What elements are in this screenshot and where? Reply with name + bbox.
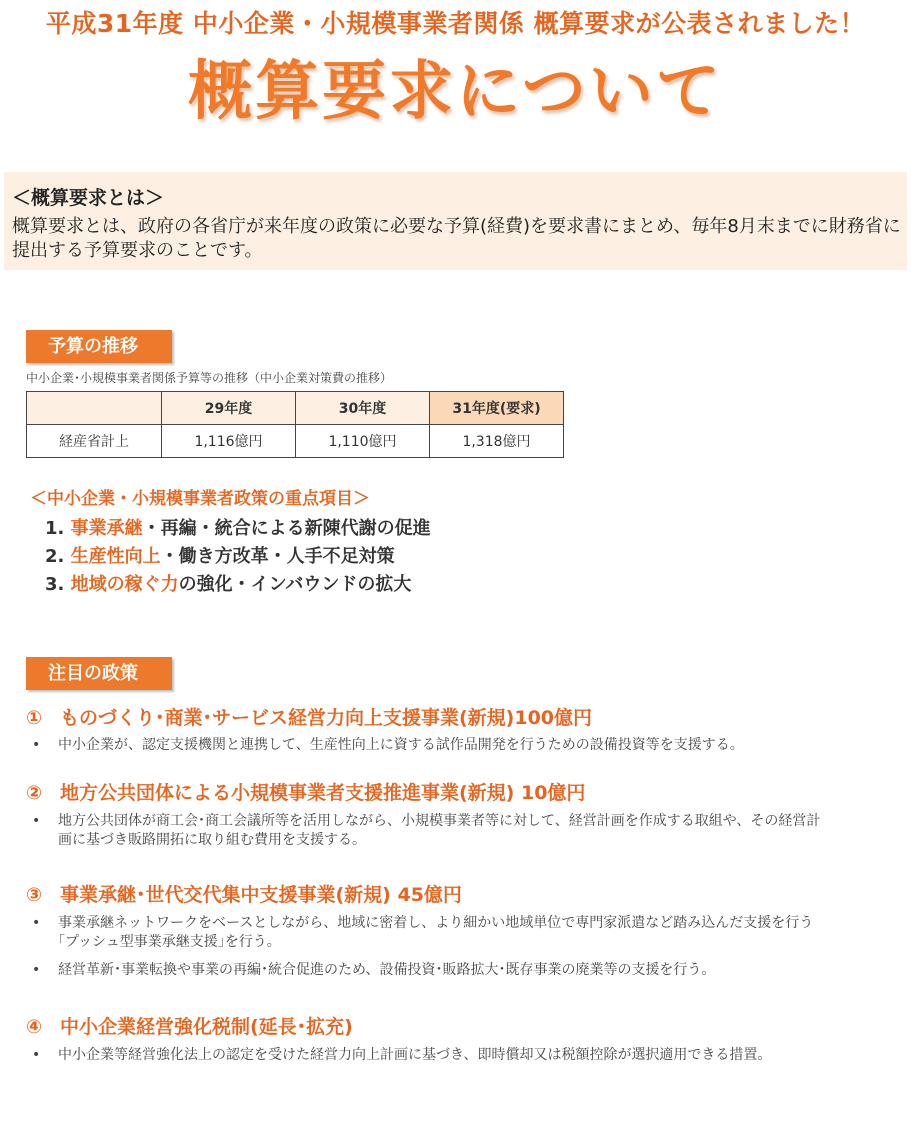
policy-number: ② (26, 782, 43, 804)
bullet-text: 経営革新･事業転換や事業の再編･統合促進のため、設備投資･販路拡大･既存事業の廃業等の支援を行う。 (58, 962, 716, 978)
policies-section-tag: 注目の政策 (26, 657, 172, 690)
priority-heading: ＜中小企業・小規模事業者政策の重点項目＞ (30, 489, 370, 509)
budget-header-empty (27, 392, 162, 425)
priority-item (45, 514, 431, 540)
bullet-text: 事業承継ネットワークをベースとしながら、地域に密着し、より細かい地域単位で専門家派遣など踏み込んだ支援を行う｢プッシュ型事業承継支援｣を行う。 (58, 915, 814, 950)
announcement-title: 平成31年度 中小企業・小規模事業者関係 概算要求が公表されました！ (45, 9, 866, 38)
bullet-text: 中小企業等経営強化法上の認定を受けた経営力向上計画に基づき、即時償却又は税額控除が選択適用できる措置。 (58, 1047, 772, 1063)
bullet-icon: • (32, 962, 41, 978)
policy-title: 中小企業経営強化税制(延長･拡充) (60, 1016, 353, 1038)
bullet-text: 中小企業が、認定支援機関と連携して、生産性向上に資する試作品開発を行うための設備投資等を支援する。 (58, 737, 744, 753)
priority-item (45, 542, 395, 568)
policy-heading (26, 703, 592, 730)
priority-highlight: 事業承継 (70, 518, 143, 539)
budget-header-fy30: 30年度 (296, 392, 430, 425)
bullet-icon: • (32, 1047, 41, 1063)
policy-heading (26, 778, 585, 805)
bullet-icon: • (32, 915, 41, 931)
intro-body: 概算要求とは、政府の各省庁が来年度の政策に必要な予算(経費)を要求書にまとめ、毎年8月末までに財務省に提出する予算要求のことです。 (12, 216, 901, 261)
bullet-text: 地方公共団体が商工会･商工会議所等を活用しながら、小規模事業者等に対して、経営計画を作成する取組や、その経営計画に基づき販路開拓に取り組む費用を支援する。 (58, 813, 821, 848)
budget-header-fy31: 31年度(要求) (430, 392, 564, 425)
priority-text: の強化・インバウンドの拡大 (178, 574, 412, 595)
policy-bullet (32, 812, 832, 850)
policy-title: 地方公共団体による小規模事業者支援推進事業(新規) 10億円 (60, 782, 586, 804)
policy-heading (26, 1012, 353, 1039)
budget-table-header-row (27, 392, 564, 425)
policy-bullet (32, 961, 872, 980)
bullet-icon: • (32, 737, 41, 753)
budget-table-row (27, 425, 564, 458)
priority-text: ・再編・統合による新陳代謝の促進 (142, 518, 431, 539)
budget-caption: 中小企業･小規模事業者関係予算等の推移（中小企業対策費の推移） (26, 371, 393, 385)
policy-number: ① (26, 707, 43, 729)
bullet-icon: • (32, 813, 41, 829)
priority-number: 2. (45, 546, 65, 567)
intro-heading: ＜概算要求とは＞ (12, 187, 165, 209)
policy-heading (26, 880, 462, 907)
priority-item (45, 570, 411, 596)
policy-number: ③ (26, 884, 43, 906)
policy-number: ④ (26, 1016, 43, 1038)
priority-number: 3. (45, 574, 65, 595)
budget-section-tag: 予算の推移 (26, 330, 172, 363)
policy-bullet (32, 736, 852, 755)
policy-bullet (32, 914, 832, 952)
budget-row-label: 経産省計上 (27, 425, 162, 458)
budget-table (26, 391, 564, 458)
budget-header-fy29: 29年度 (162, 392, 296, 425)
priority-text: ・働き方改革・人手不足対策 (160, 546, 395, 567)
priority-highlight: 生産性向上 (70, 546, 161, 567)
budget-value-fy31: 1,318億円 (430, 425, 564, 458)
budget-value-fy30: 1,110億円 (296, 425, 430, 458)
policy-title: 事業承継･世代交代集中支援事業(新規) 45億円 (60, 884, 462, 906)
policy-title: ものづくり･商業･サービス経営力向上支援事業(新規)100億円 (60, 707, 593, 729)
main-title: 概算要求について (188, 55, 723, 129)
priority-highlight: 地域の稼ぐ力 (70, 574, 179, 595)
budget-value-fy29: 1,116億円 (162, 425, 296, 458)
priority-number: 1. (45, 518, 65, 539)
policy-bullet (32, 1046, 832, 1065)
